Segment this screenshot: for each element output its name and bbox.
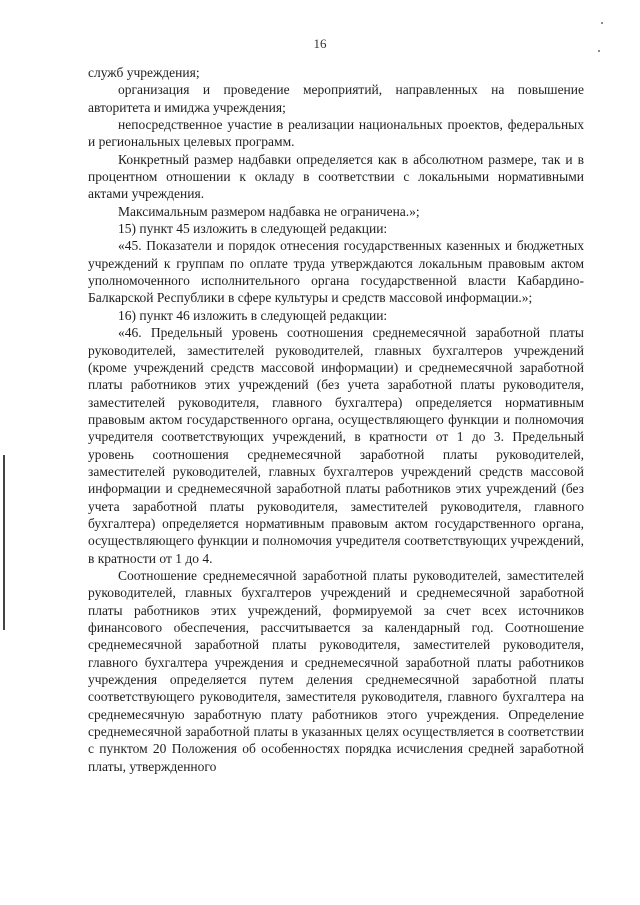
paragraph-8: 16) пункт 46 изложить в следующей редакции: [118,307,388,323]
scan-speck [601,22,603,24]
scan-margin-mark [3,455,5,630]
paragraph-5: Максимальным размером надбавка не ограничена.»; [118,203,420,219]
paragraph-4: Конкретный размер надбавки определяется как в абсолютном размере, так и в процентном отношении к окладу в соответствии с локальными нормативными актами учреждения. [88,151,584,202]
paragraph-10: Соотношение среднемесячной заработной платы руководителей, заместителей руководителей, главных бухгалтеров учреждений и среднемесячной заработной платы работников этих учреждений, формируемой за счет всех источников финансового обеспечения, рассчитывается за календарный год. Соотношение среднемесячной заработной платы руководителя, заместителей руководителя, главного бухгалтера учреждения и среднемесячной заработной платы работников учреждения определяется путем деления среднемесячной заработной платы соответствующего руководителя, заместителя руководителя, главного бухгалтера на среднемесячную заработную плату работников этого учреждения. Определение среднемесячной заработной платы в указанных целях осуществляется в соответствии с пунктом 20 Положения об особенностях порядка исчисления средней заработной платы, утвержденного [88,567,584,774]
scan-speck [598,50,600,52]
paragraph-9: «46. Предельный уровень соотношения среднемесячной заработной платы руководителей, заместителей руководителей, главных бухгалтеров учреждений (кроме учреждений средств массовой информации) и среднемесячной заработной платы работников этих учреждений (без учета заработной платы руководителя, заместителей руководителя, главного бухгалтера) определяется нормативным правовым актом государственного органа, осуществляющего функции и полномочия учредителя соответствующих учреждений, в кратности от 1 до 3. Предельный уровень соотношения среднемесячной заработной платы руководителей, заместителей руководителей, главных бухгалтеров учреждений средств массовой информации и среднемесячной заработной платы работников этих учреждений (без учета заработной платы руководителя, заместителей руководителя, главного бухгалтера) определяется нормативным правовым актом государственного органа, осуществляющего функции и полномочия учредителя соответствующих учреждений, в кратности от 1 до 4. [88,325,584,566]
paragraph-3: непосредственное участие в реализации национальных проектов, федеральных и региональных целевых программ. [88,117,584,150]
paragraph-1: служб учреждения; [88,65,200,80]
document-body [88,64,584,775]
paragraph-6: 15) пункт 45 изложить в следующей редакции: [118,221,388,237]
page-number: 16 [313,36,327,51]
paragraph-2: организация и проведение мероприятий, направленных на повышение авторитета и имиджа учреждения; [88,82,584,115]
paragraph-7: «45. Показатели и порядок отнесения государственных казенных и бюджетных учреждений к группам по оплате труда утверждаются локальным правовым актом уполномоченного исполнительного органа государственной власти Кабардино-Балкарской Республики в сфере культуры и средств массовой информации.»; [88,238,584,306]
